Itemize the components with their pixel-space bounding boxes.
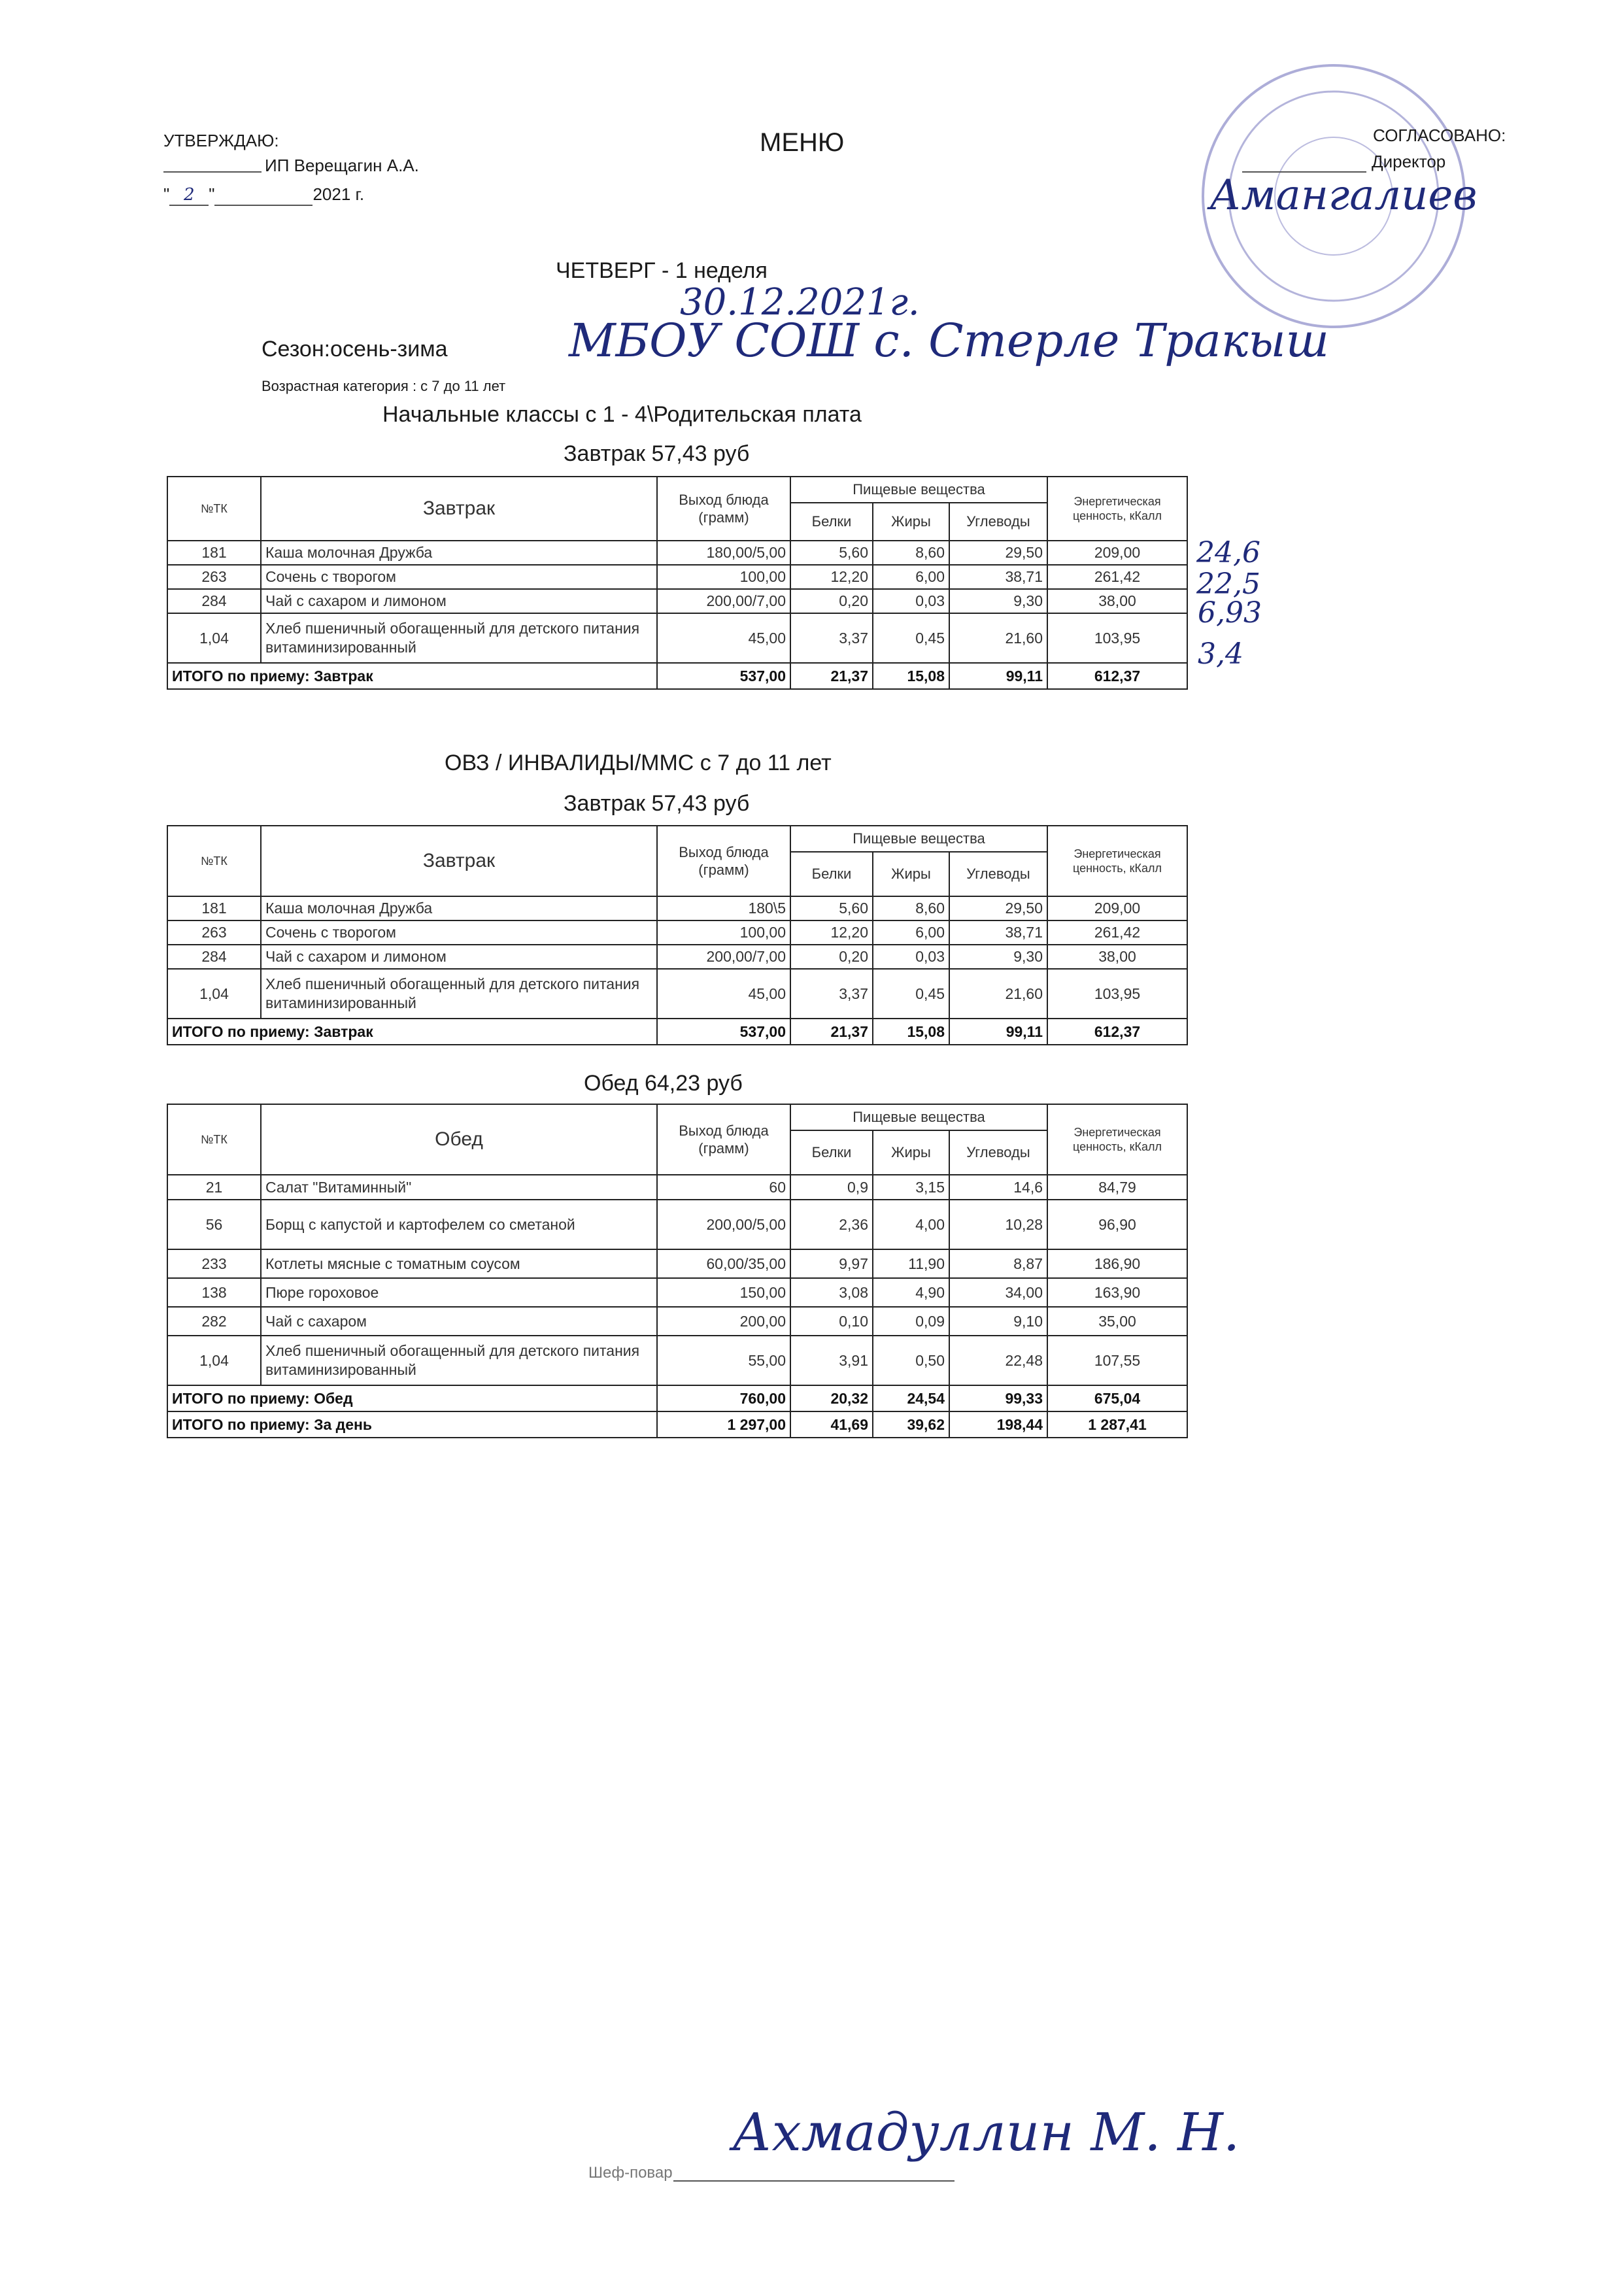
col-num-header: №ТК: [167, 477, 261, 541]
cell-output: 60: [657, 1175, 790, 1200]
cell-dish: Хлеб пшеничный обогащенный для детского питания витаминизированный: [261, 1336, 657, 1385]
cell-dish: Чай с сахаром и лимоном: [261, 589, 657, 613]
total-protein: 21,37: [790, 1019, 873, 1045]
agreed-label: СОГЛАСОВАНО:: [1373, 126, 1506, 145]
cell-dish: Каша молочная Дружба: [261, 896, 657, 920]
col-energy-header: Энергетическая ценность, кКалл: [1047, 826, 1187, 896]
cell-num: 284: [167, 589, 261, 613]
cell-carbs: 29,50: [949, 541, 1047, 565]
approve-year: 2021 г.: [313, 184, 365, 204]
day-total-row: [167, 1411, 1187, 1438]
cell-carbs: 38,71: [949, 920, 1047, 945]
cell-carbs: 10,28: [949, 1200, 1047, 1249]
cell-num: 263: [167, 565, 261, 589]
cell-energy: 84,79: [1047, 1175, 1187, 1200]
breakfast1-rows: [167, 541, 1187, 663]
cell-dish: Борщ с капустой и картофелем со сметаной: [261, 1200, 657, 1249]
cell-protein: 9,97: [790, 1249, 873, 1278]
cell-num: 181: [167, 896, 261, 920]
cell-fat: 0,09: [873, 1307, 949, 1336]
total-energy: 1 287,41: [1047, 1411, 1187, 1438]
cell-energy: 186,90: [1047, 1249, 1187, 1278]
season-label: Сезон:осень-зима: [262, 337, 448, 362]
approve-date: [163, 184, 364, 206]
col-meal-header: Завтрак: [261, 477, 657, 541]
cell-dish: Хлеб пшеничный обогащенный для детского питания витаминизированный: [261, 969, 657, 1019]
cell-protein: 0,10: [790, 1307, 873, 1336]
total-fat: 15,08: [873, 1019, 949, 1045]
total-fat: 24,54: [873, 1385, 949, 1411]
table-row: [167, 896, 1187, 920]
margin-note-1: 24,6: [1196, 536, 1260, 569]
breakfast1-caption: Завтрак 57,43 руб: [564, 441, 750, 466]
table-row: [167, 1249, 1187, 1278]
breakfast1-table: [167, 476, 1188, 690]
cell-protein: 3,37: [790, 613, 873, 663]
cell-carbs: 9,30: [949, 945, 1047, 969]
table-row: [167, 613, 1187, 663]
approve-name: ИП Верещагин А.А.: [265, 156, 419, 175]
approve-date-open-quote: ": [163, 184, 170, 204]
total-carbs: 99,11: [949, 1019, 1047, 1045]
lunch-caption: Обед 64,23 руб: [584, 1071, 743, 1096]
col-nutrients-header: Пищевые вещества: [790, 1104, 1047, 1130]
cell-protein: 0,20: [790, 945, 873, 969]
chef-signature-line: [673, 2180, 955, 2182]
total-label: ИТОГО по приему: Завтрак: [167, 1019, 657, 1045]
cell-energy: 261,42: [1047, 920, 1187, 945]
margin-note-3: 6,93: [1198, 596, 1262, 630]
cell-fat: 8,60: [873, 896, 949, 920]
cell-protein: 2,36: [790, 1200, 873, 1249]
col-nutrients-header: Пищевые вещества: [790, 826, 1047, 852]
col-fat-header: Жиры: [873, 503, 949, 541]
cell-protein: 3,91: [790, 1336, 873, 1385]
margin-note-2: 22,5: [1196, 567, 1260, 601]
cell-fat: 8,60: [873, 541, 949, 565]
table-row: [167, 541, 1187, 565]
col-energy-header: Энергетическая ценность, кКалл: [1047, 477, 1187, 541]
col-nutrients-header: Пищевые вещества: [790, 477, 1047, 503]
cell-protein: 0,9: [790, 1175, 873, 1200]
table-row: [167, 1336, 1187, 1385]
table-row: [167, 1175, 1187, 1200]
cell-fat: 4,00: [873, 1200, 949, 1249]
total-carbs: 99,11: [949, 663, 1047, 689]
cell-energy: 163,90: [1047, 1278, 1187, 1307]
cell-output: 150,00: [657, 1278, 790, 1307]
cell-energy: 96,90: [1047, 1200, 1187, 1249]
cell-carbs: 14,6: [949, 1175, 1047, 1200]
cell-fat: 4,90: [873, 1278, 949, 1307]
total-carbs: 99,33: [949, 1385, 1047, 1411]
breakfast2-rows: [167, 896, 1187, 1019]
cell-num: 263: [167, 920, 261, 945]
cell-energy: 103,95: [1047, 613, 1187, 663]
col-fat-header: Жиры: [873, 1130, 949, 1175]
cell-carbs: 22,48: [949, 1336, 1047, 1385]
col-output-header: Выход блюда (грамм): [657, 1104, 790, 1175]
total-label: ИТОГО по приему: Обед: [167, 1385, 657, 1411]
cell-energy: 261,42: [1047, 565, 1187, 589]
cell-protein: 3,08: [790, 1278, 873, 1307]
col-num-header: №ТК: [167, 1104, 261, 1175]
table-row: [167, 920, 1187, 945]
total-protein: 20,32: [790, 1385, 873, 1411]
col-protein-header: Белки: [790, 1130, 873, 1175]
cell-energy: 103,95: [1047, 969, 1187, 1019]
cell-num: 138: [167, 1278, 261, 1307]
cell-fat: 6,00: [873, 565, 949, 589]
total-protein: 21,37: [790, 663, 873, 689]
cell-num: 233: [167, 1249, 261, 1278]
table-row: [167, 969, 1187, 1019]
cell-energy: 35,00: [1047, 1307, 1187, 1336]
cell-energy: 209,00: [1047, 896, 1187, 920]
col-carbs-header: Углеводы: [949, 503, 1047, 541]
cell-energy: 107,55: [1047, 1336, 1187, 1385]
chef-label: Шеф-повар: [588, 2164, 673, 2182]
cell-protein: 12,20: [790, 920, 873, 945]
total-fat: 15,08: [873, 663, 949, 689]
total-label: ИТОГО по приему: За день: [167, 1411, 657, 1438]
cell-num: 282: [167, 1307, 261, 1336]
total-fat: 39,62: [873, 1411, 949, 1438]
cell-dish: Чай с сахаром и лимоном: [261, 945, 657, 969]
cell-carbs: 21,60: [949, 969, 1047, 1019]
breakfast2-table: [167, 825, 1188, 1045]
handwritten-date: 30.12.2021г.: [680, 281, 920, 324]
day-title: ЧЕТВЕРГ - 1 неделя: [556, 258, 768, 283]
cell-output: 180\5: [657, 896, 790, 920]
col-fat-header: Жиры: [873, 852, 949, 896]
col-protein-header: Белки: [790, 503, 873, 541]
total-energy: 612,37: [1047, 1019, 1187, 1045]
cell-output: 100,00: [657, 920, 790, 945]
total-protein: 41,69: [790, 1411, 873, 1438]
cell-protein: 5,60: [790, 541, 873, 565]
page-title: МЕНЮ: [760, 128, 845, 157]
handwritten-school: МБОУ СОШ с. Стерле Тракыш: [569, 314, 1329, 367]
cell-num: 284: [167, 945, 261, 969]
cell-energy: 209,00: [1047, 541, 1187, 565]
cell-energy: 38,00: [1047, 589, 1187, 613]
cell-dish: Каша молочная Дружба: [261, 541, 657, 565]
table-row: [167, 1278, 1187, 1307]
total-output: 537,00: [657, 663, 790, 689]
table-row: [167, 1307, 1187, 1336]
col-meal-header: Обед: [261, 1104, 657, 1175]
total-output: 537,00: [657, 1019, 790, 1045]
cell-dish: Пюре гороховое: [261, 1278, 657, 1307]
agreed-position: Директор: [1372, 152, 1446, 171]
col-energy-header: Энергетическая ценность, кКалл: [1047, 1104, 1187, 1175]
margin-note-4: 3,4: [1198, 637, 1243, 671]
col-carbs-header: Углеводы: [949, 1130, 1047, 1175]
chef-signature: Ахмадуллин М. Н.: [732, 2102, 1240, 2163]
cell-fat: 0,50: [873, 1336, 949, 1385]
cell-dish: Сочень с творогом: [261, 920, 657, 945]
cell-output: 200,00: [657, 1307, 790, 1336]
cell-dish: Котлеты мясные с томатным соусом: [261, 1249, 657, 1278]
lunch-table: [167, 1104, 1188, 1438]
col-protein-header: Белки: [790, 852, 873, 896]
cell-fat: 0,45: [873, 613, 949, 663]
table-row: [167, 589, 1187, 613]
cell-output: 45,00: [657, 613, 790, 663]
cell-fat: 11,90: [873, 1249, 949, 1278]
col-meal-header: Завтрак: [261, 826, 657, 896]
table-row: [167, 1200, 1187, 1249]
cell-carbs: 34,00: [949, 1278, 1047, 1307]
cell-output: 55,00: [657, 1336, 790, 1385]
cell-dish: Чай с сахаром: [261, 1307, 657, 1336]
col-output-header: Выход блюда (грамм): [657, 477, 790, 541]
approve-date-close-quote: ": [209, 184, 215, 204]
cell-num: 56: [167, 1200, 261, 1249]
age-category: Возрастная категория : с 7 до 11 лет: [262, 378, 506, 394]
lunch-rows: [167, 1175, 1187, 1385]
cell-protein: 5,60: [790, 896, 873, 920]
cell-num: 1,04: [167, 613, 261, 663]
table-row: [167, 565, 1187, 589]
cell-num: 181: [167, 541, 261, 565]
cell-output: 60,00/35,00: [657, 1249, 790, 1278]
total-output: 760,00: [657, 1385, 790, 1411]
breakfast2-total-row: [167, 1019, 1187, 1045]
director-signature: Амангалиев: [1209, 171, 1478, 220]
total-output: 1 297,00: [657, 1411, 790, 1438]
total-energy: 675,04: [1047, 1385, 1187, 1411]
col-carbs-header: Углеводы: [949, 852, 1047, 896]
cell-protein: 12,20: [790, 565, 873, 589]
table-row: [167, 945, 1187, 969]
lunch-total-row: [167, 1385, 1187, 1411]
cell-num: 21: [167, 1175, 261, 1200]
approve-label: УТВЕРЖДАЮ:: [163, 131, 279, 150]
section1-title: Начальные классы с 1 - 4\Родительская плата: [382, 402, 862, 427]
cell-output: 200,00/7,00: [657, 945, 790, 969]
total-energy: 612,37: [1047, 663, 1187, 689]
cell-dish: Хлеб пшеничный обогащенный для детского питания витаминизированный: [261, 613, 657, 663]
breakfast1-total-row: [167, 663, 1187, 689]
cell-output: 100,00: [657, 565, 790, 589]
total-label: ИТОГО по приему: Завтрак: [167, 663, 657, 689]
cell-fat: 0,03: [873, 945, 949, 969]
cell-output: 200,00/5,00: [657, 1200, 790, 1249]
cell-num: 1,04: [167, 1336, 261, 1385]
approve-month-line: [214, 184, 313, 206]
approve-signature-line: [163, 171, 262, 173]
approve-date-day: 2: [169, 185, 209, 206]
cell-num: 1,04: [167, 969, 261, 1019]
cell-output: 45,00: [657, 969, 790, 1019]
cell-energy: 38,00: [1047, 945, 1187, 969]
cell-carbs: 9,10: [949, 1307, 1047, 1336]
cell-protein: 3,37: [790, 969, 873, 1019]
cell-carbs: 29,50: [949, 896, 1047, 920]
total-carbs: 198,44: [949, 1411, 1047, 1438]
cell-dish: Сочень с творогом: [261, 565, 657, 589]
cell-output: 180,00/5,00: [657, 541, 790, 565]
breakfast2-caption: Завтрак 57,43 руб: [564, 791, 750, 816]
cell-fat: 0,03: [873, 589, 949, 613]
cell-protein: 0,20: [790, 589, 873, 613]
section2-title: ОВЗ / ИНВАЛИДЫ/ММС с 7 до 11 лет: [445, 751, 832, 775]
cell-carbs: 38,71: [949, 565, 1047, 589]
cell-dish: Салат "Витаминный": [261, 1175, 657, 1200]
col-output-header: Выход блюда (грамм): [657, 826, 790, 896]
cell-fat: 6,00: [873, 920, 949, 945]
cell-carbs: 21,60: [949, 613, 1047, 663]
cell-output: 200,00/7,00: [657, 589, 790, 613]
cell-carbs: 8,87: [949, 1249, 1047, 1278]
cell-fat: 0,45: [873, 969, 949, 1019]
cell-fat: 3,15: [873, 1175, 949, 1200]
cell-carbs: 9,30: [949, 589, 1047, 613]
col-num-header: №ТК: [167, 826, 261, 896]
